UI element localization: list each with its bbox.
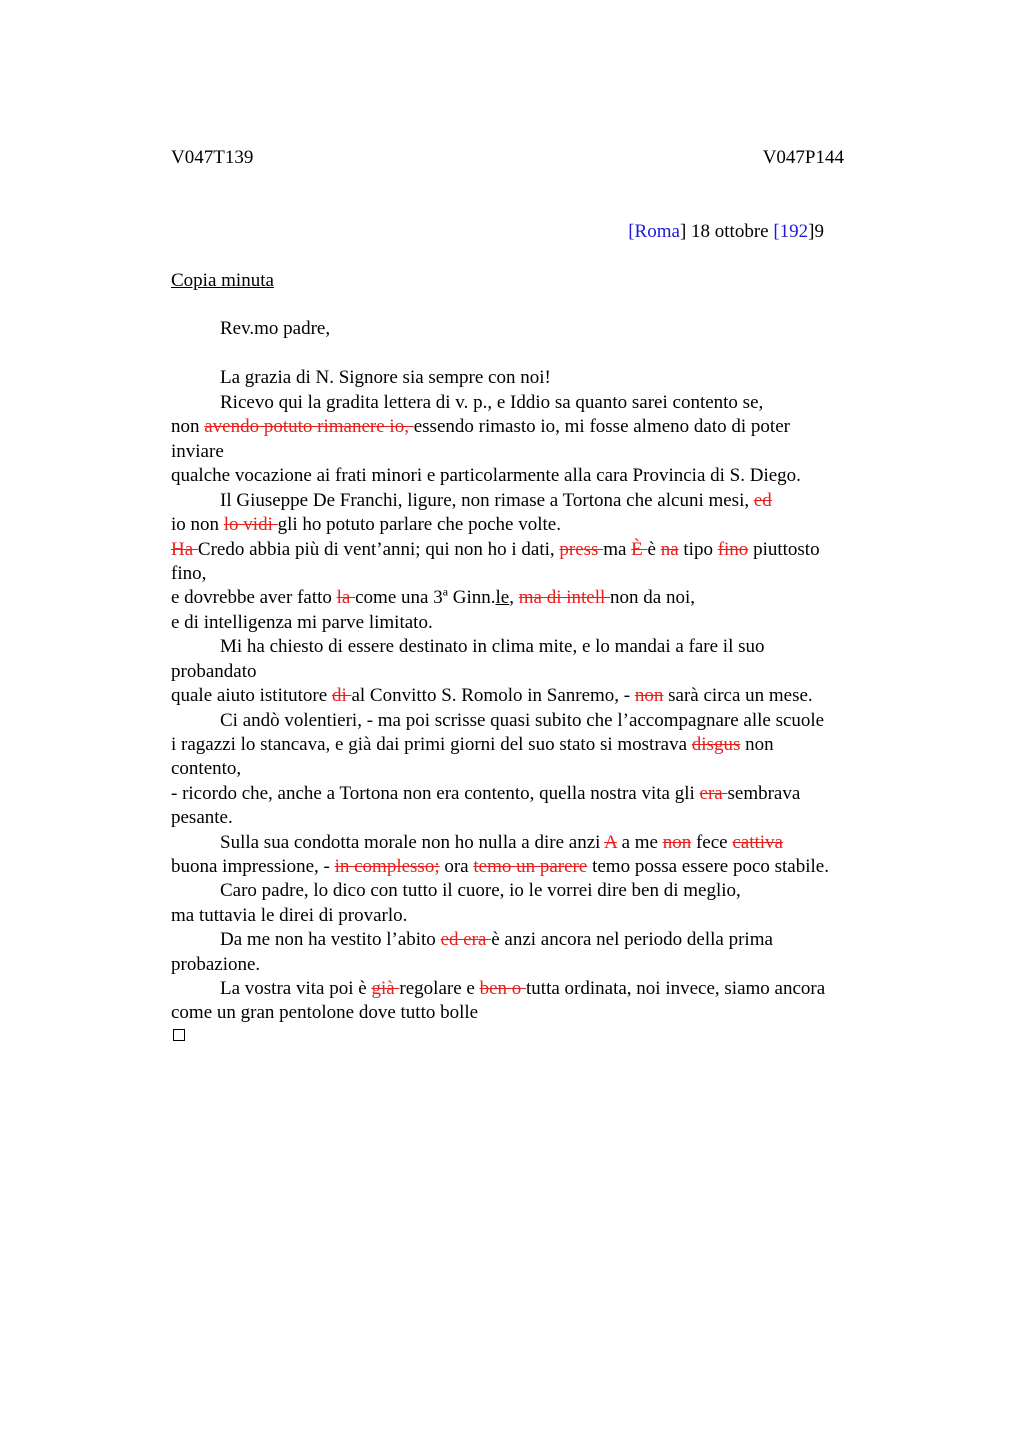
letter-date bbox=[628, 221, 824, 243]
letter-line bbox=[220, 831, 783, 855]
date-bracket-open-2: [ bbox=[773, 221, 780, 242]
date-day-month: ] 18 ottobre bbox=[679, 221, 774, 242]
letter-line bbox=[171, 660, 256, 684]
line-text: qualche vocazione ai frati minori e particolarmente alla cara Provincia di S. Diego. bbox=[171, 465, 801, 486]
deleted-text: È bbox=[631, 539, 648, 560]
letter-line bbox=[220, 977, 825, 1001]
line-text: Ricevo qui la gradita lettera di v. p., e Iddio sa quanto sarei contento se, bbox=[220, 392, 764, 413]
line-text: inviare bbox=[171, 441, 224, 462]
document-code-left: V047T139 bbox=[171, 147, 254, 168]
deleted-text: na bbox=[660, 539, 679, 560]
deleted-text: disgus bbox=[691, 734, 741, 755]
line-text: non bbox=[740, 734, 774, 755]
line-text: i ragazzi lo stancava, e già dai primi giorni del suo stato si mostrava bbox=[171, 734, 692, 755]
line-text: è anzi ancora nel periodo della prima bbox=[491, 929, 773, 950]
letter-line bbox=[171, 684, 813, 708]
letter-line bbox=[220, 928, 773, 952]
line-text: Il Giuseppe De Franchi, ligure, non rimase a Tortona che alcuni mesi, bbox=[220, 490, 754, 511]
deleted-text: la bbox=[336, 587, 356, 608]
date-year-part: 192 bbox=[779, 221, 809, 242]
letter-line bbox=[171, 757, 241, 781]
line-text: Mi ha chiesto di essere destinato in clima mite, e lo mandai a fare il suo bbox=[220, 636, 765, 657]
line-text: sembrava bbox=[727, 783, 801, 804]
deleted-text: non bbox=[634, 685, 664, 706]
deleted-text: Ha bbox=[171, 539, 198, 560]
document-code-right: V047P144 bbox=[762, 147, 844, 168]
date-bracket-open: [ bbox=[628, 221, 635, 242]
line-text: La vostra vita poi è bbox=[220, 978, 372, 999]
document-heading: Copia minuta bbox=[171, 270, 274, 291]
deleted-text: temo un parere bbox=[473, 856, 588, 877]
letter-line bbox=[220, 709, 824, 733]
letter-line bbox=[171, 953, 260, 977]
letter-line bbox=[171, 562, 206, 586]
line-text: probazione. bbox=[171, 954, 261, 975]
line-text: probandato bbox=[171, 661, 257, 682]
date-year-end: ]9 bbox=[808, 221, 824, 242]
letter-line bbox=[171, 538, 820, 562]
letter-line bbox=[171, 806, 233, 830]
line-text: e dovrebbe aver fatto bbox=[171, 587, 337, 608]
deleted-text: ed era bbox=[440, 929, 492, 950]
line-text: Caro padre, lo dico con tutto il cuore, io le vorrei dire ben di meglio, bbox=[220, 880, 741, 901]
salutation: Rev.mo padre, bbox=[220, 318, 331, 339]
checkbox-glyph bbox=[173, 1029, 185, 1041]
letter-line bbox=[171, 904, 407, 928]
deleted-text: cattiva bbox=[732, 832, 783, 853]
letter-line bbox=[171, 440, 224, 464]
line-text: ma tuttavia le direi di provarlo. bbox=[171, 905, 408, 926]
line-text: a me bbox=[616, 832, 663, 853]
line-text: essendo rimasto io, mi fosse almeno dato di poter bbox=[413, 416, 790, 437]
deleted-text: lo vidi bbox=[223, 514, 278, 535]
deleted-text: non bbox=[662, 832, 692, 853]
line-text: al Convitto S. Romolo in Sanremo, - bbox=[351, 685, 635, 706]
deleted-text: avendo potuto rimanere io, bbox=[204, 416, 414, 437]
date-place: Roma bbox=[634, 221, 680, 242]
deleted-text: ma di intell bbox=[518, 587, 611, 608]
letter-line bbox=[220, 489, 772, 513]
line-text: regolare e bbox=[399, 978, 480, 999]
line-text: piuttosto bbox=[748, 539, 820, 560]
line-text: ma bbox=[603, 539, 632, 560]
line-text: quale aiuto istitutore bbox=[171, 685, 332, 706]
letter-line bbox=[220, 635, 765, 659]
letter-line bbox=[171, 1001, 478, 1025]
deleted-text: A bbox=[604, 832, 617, 853]
line-text: le bbox=[495, 587, 510, 608]
line-text: fece bbox=[691, 832, 733, 853]
line-text: La grazia di N. Signore sia sempre con noi! bbox=[220, 367, 551, 388]
letter-line bbox=[220, 879, 741, 903]
deleted-text: ben o bbox=[479, 978, 527, 999]
line-text: Ci andò volentieri, - ma poi scrisse quasi subito che l’accompagnare alle scuole bbox=[220, 710, 825, 731]
letter-line bbox=[171, 782, 800, 806]
letter-line bbox=[171, 611, 433, 635]
line-text: ora bbox=[439, 856, 474, 877]
letter-line bbox=[220, 366, 551, 390]
letter-line bbox=[220, 391, 763, 415]
superscript-text: a bbox=[442, 584, 449, 599]
line-text: pesante. bbox=[171, 807, 233, 828]
deleted-text: fino bbox=[717, 539, 749, 560]
line-text: sarà circa un mese. bbox=[663, 685, 813, 706]
letter-line bbox=[171, 464, 801, 488]
line-text: Credo abbia più di vent’anni; qui non ho i dati, bbox=[197, 539, 560, 560]
letter-line bbox=[171, 415, 790, 439]
line-text: contento, bbox=[171, 758, 242, 779]
line-text: non da noi, bbox=[610, 587, 695, 608]
deleted-text: press bbox=[559, 539, 604, 560]
line-text: buona impressione, - bbox=[171, 856, 335, 877]
letter-line bbox=[171, 733, 774, 757]
line-text: come una 3 bbox=[355, 587, 443, 608]
deleted-text: in complesso; bbox=[334, 856, 440, 877]
line-text: tipo bbox=[678, 539, 718, 560]
line-text: Da me non ha vestito l’abito bbox=[220, 929, 441, 950]
line-text: - ricordo che, anche a Tortona non era contento, quella nostra vita gli bbox=[171, 783, 700, 804]
deleted-text: già bbox=[371, 978, 400, 999]
line-text: come un gran pentolone dove tutto bolle bbox=[171, 1002, 479, 1023]
line-text: , bbox=[509, 587, 519, 608]
line-text: temo possa essere poco stabile. bbox=[587, 856, 829, 877]
line-text: non bbox=[171, 416, 205, 437]
deleted-text: di bbox=[331, 685, 352, 706]
letter-line bbox=[171, 586, 695, 610]
letter-line bbox=[171, 855, 829, 879]
line-text: io non bbox=[171, 514, 224, 535]
line-text: e di intelligenza mi parve limitato. bbox=[171, 612, 433, 633]
line-text: Ginn. bbox=[448, 587, 496, 608]
line-text: è bbox=[647, 539, 661, 560]
letter-line bbox=[171, 513, 561, 537]
line-text: gli ho potuto parlare che poche volte. bbox=[277, 514, 561, 535]
line-text: Sulla sua condotta morale non ho nulla a dire anzi bbox=[220, 832, 605, 853]
deleted-text: ed bbox=[753, 490, 772, 511]
line-text: tutta ordinata, noi invece, siamo ancora bbox=[526, 978, 826, 999]
line-text: fino, bbox=[171, 563, 207, 584]
deleted-text: era bbox=[699, 783, 728, 804]
